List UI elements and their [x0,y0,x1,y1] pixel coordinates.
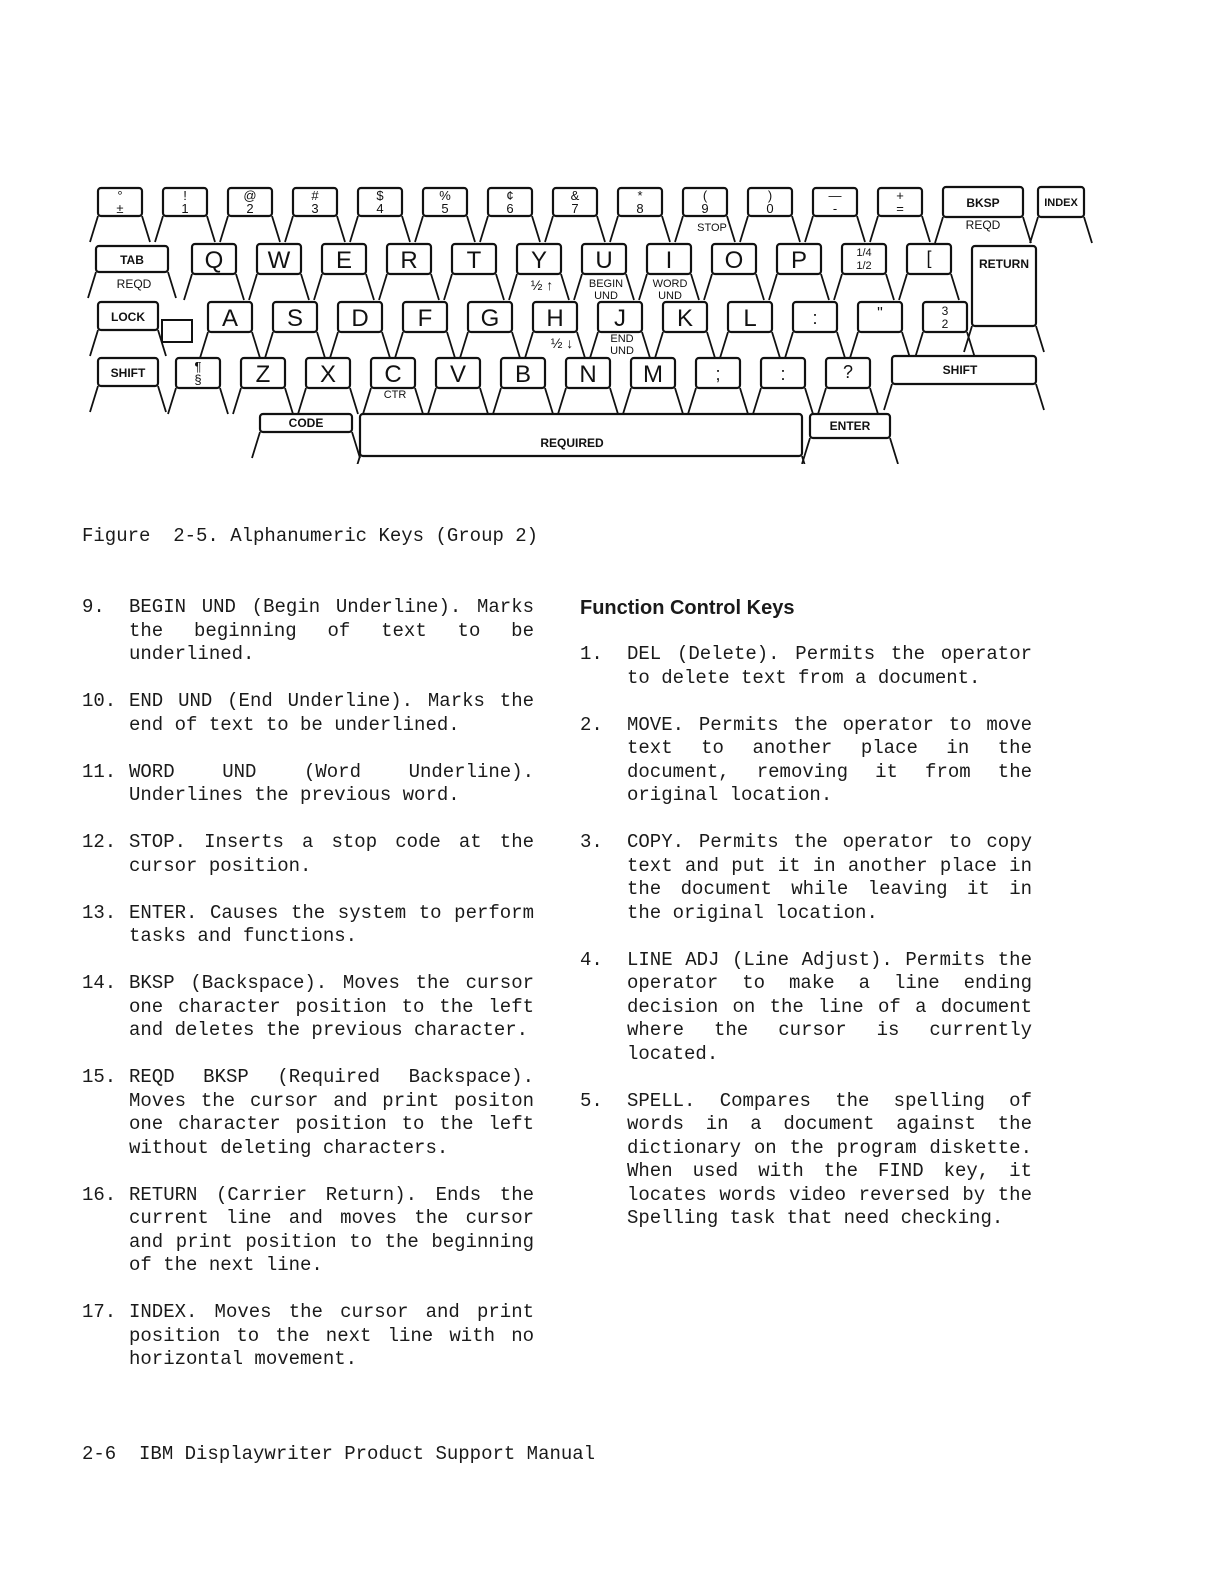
item-text: WORD UND (Word Underline). Underlines the previous word. [129,760,534,806]
key-skirt [785,332,845,358]
key-2[interactable] [155,188,215,242]
key-skirt [850,332,910,358]
key-char: Q [204,247,224,274]
key-bracket[interactable] [899,244,959,300]
key-char: L [743,305,757,332]
key-lock[interactable] [90,302,166,356]
item-number: 12. [82,831,117,853]
key-legend-ctr: CTR [383,389,407,401]
key-lower-char: 2 [941,317,949,331]
key-skirt [155,216,215,242]
item-text: DEL (Delete). Permits the operator to delete text from a document. [627,643,1032,689]
key-f[interactable] [395,302,455,358]
key-char: Z [255,361,271,388]
key-upper-char: ¢ [506,188,514,203]
item-number: 4. [580,948,603,971]
key-4[interactable] [285,188,345,242]
key-b[interactable] [493,358,553,414]
key-skirt [802,438,898,464]
key-upper-char: @ [243,188,257,203]
key-skirt [200,332,260,358]
key-skirt [818,388,878,414]
key-char: B [514,361,532,388]
key-skirt [265,332,325,358]
key-skirt [545,216,605,242]
key-skirt [314,274,374,300]
key-char: O [724,247,744,274]
key-upper-char: * [637,188,643,203]
key-skirt [90,216,150,242]
key-d[interactable] [330,302,390,358]
key-8[interactable] [545,188,605,242]
key-label: REQUIRED [540,436,604,450]
key-label: INDEX [1044,197,1078,209]
key-upper-char: $ [376,188,384,203]
key-t[interactable] [444,244,504,300]
key-label: RETURN [979,257,1029,271]
key-skirt [350,216,410,242]
key-skirt [720,332,780,358]
key-char: N [579,361,597,388]
list-item [580,714,1032,808]
figure-caption: Figure 2-5. Alphanumeric Keys (Group 2) [82,525,539,547]
key-char: U [595,247,613,274]
key-upper-char: ) [767,188,773,203]
key-skirt [655,332,715,358]
key-legend-half-up: ½ ↑ [530,277,554,293]
key-fraction[interactable] [834,244,894,300]
key-g[interactable] [460,302,520,358]
key-char: F [417,305,433,332]
key-skirt [395,332,455,358]
key-upper-char: # [311,188,319,203]
key-9[interactable] [610,188,670,242]
key-skirt [168,388,228,414]
list-item [82,596,534,667]
key-skirt [740,216,800,242]
key-skirt [834,274,894,300]
key-lower-char: § [194,372,202,387]
key-lower-char: ± [116,201,124,216]
list-item [82,761,534,808]
key-lower-char: 4 [376,201,384,216]
key-semicolon[interactable] [688,358,748,414]
key-char: E [335,247,353,274]
key-char: M [643,361,663,388]
key-skirt [884,384,1044,410]
key-char: D [351,305,369,332]
item-text: RETURN (Carrier Return). Ends the current line and moves the cursor and print position to the beginning of the next line. [129,1183,534,1276]
key-upper-char: ° [117,188,123,203]
key-char: ? [842,362,854,382]
key-lower-char: 1 [181,201,189,216]
key-skirt [90,386,166,412]
key-char: : [780,364,786,384]
key-skirt [870,216,930,242]
key-upper-char: ! [183,188,187,203]
key-label: SHIFT [942,363,978,377]
list-item [82,1301,534,1372]
key-legend-und: UND [658,290,682,302]
item-number: 11. [82,760,117,783]
key-char: X [319,361,337,388]
key-skirt [428,388,488,414]
key-return[interactable] [964,246,1044,352]
key-7[interactable] [480,188,540,242]
key-lower-char: 2 [246,201,254,216]
key-label: SHIFT [110,366,146,380]
key-skirt [753,388,813,414]
key-upper-char: ¶ [194,359,202,374]
key-code[interactable] [252,414,360,458]
key-skirt [285,216,345,242]
key-legend-stop: STOP [697,222,727,234]
key-char: H [546,305,564,332]
key-skirt [704,274,764,300]
key-lower-char: 7 [571,201,579,216]
key-skirt [415,216,475,242]
key-e[interactable] [314,244,374,300]
key-upper-char: 1/4 [856,247,872,259]
key-skirt [610,216,670,242]
item-text: REQD BKSP (Required Backspace). Moves the cursor and print positon one character position to the left without deleting characters. [129,1066,534,1159]
key-upper-char: ( [702,188,708,203]
key-legend-begin: BEGIN [588,278,624,290]
key-index[interactable] [1030,187,1092,243]
key-skirt [1030,217,1092,243]
key-char: I [665,247,673,274]
key-lower-char: 5 [441,201,449,216]
key-skirt [964,326,1044,352]
key-char: S [286,305,304,332]
key-label: LOCK [111,310,145,324]
item-number: 5. [580,1089,603,1112]
key-skirt [623,388,683,414]
key-skirt [233,388,293,414]
key-skirt [220,216,280,242]
key-char: [ [926,248,932,268]
item-number: 15. [82,1066,117,1088]
key-char: : [812,308,818,328]
key-13[interactable] [870,188,930,242]
list-item [580,643,1032,690]
item-text: SPELL. Compares the spelling of words in a document against the dictionary on the program diskette. When used with the FIND key, it locates words video reversed by the Spelling task that need checking. [627,1089,1032,1229]
key-label: ENTER [829,419,871,433]
key-quote[interactable] [850,302,910,358]
key-char: G [480,305,500,332]
list-item [82,690,534,737]
key-legend-und: UND [594,290,618,302]
item-number: 14. [82,972,117,994]
key-lower-char: 6 [506,201,514,216]
item-text: ENTER. Causes the system to perform tasks and functions. [129,901,534,947]
list-item [82,831,534,878]
list-item [580,949,1032,1067]
key-lower-char: - [832,201,838,216]
section-heading: Function Control Keys [580,597,795,619]
key-legend-und: UND [610,345,634,357]
list-item [82,1066,534,1160]
key-skirt [379,274,439,300]
key-skirt [444,274,504,300]
key-label: BKSP [966,196,1000,210]
key-skirt [252,432,360,458]
list-item [82,902,534,949]
page-footer: 2-6 IBM Displaywriter Product Support Manual [82,1443,596,1465]
key-skirt [558,388,618,414]
key-skirt [460,332,520,358]
lock-indicator [162,320,192,342]
key-12[interactable] [805,188,865,242]
key-skirt [90,330,166,356]
key-label: TAB [120,253,144,267]
key-char: V [449,361,467,388]
key-legend-word: WORD [652,278,688,290]
key-question[interactable] [818,358,878,414]
key-r[interactable] [379,244,439,300]
key-legend: REQD [965,218,1001,232]
key-char: A [221,305,239,332]
key-skirt [352,456,810,464]
key-skirt [480,216,540,242]
item-number: 13. [82,901,117,924]
item-text: END UND (End Underline). Marks the end of text to be underlined. [129,690,534,736]
key-skirt [769,274,829,300]
key-char: C [384,361,402,388]
key-n[interactable] [558,358,618,414]
key-p[interactable] [769,244,829,300]
key-upper-char: 3 [941,304,949,318]
key-lower-char: 1/2 [856,260,872,272]
key-char: Y [530,247,548,274]
item-number: 1. [580,643,603,665]
item-number: 3. [580,831,603,853]
item-number: 16. [82,1183,117,1206]
list-item [580,831,1032,925]
key-m[interactable] [623,358,683,414]
item-text: BKSP (Backspace). Moves the cursor one character position to the left and deletes the previous character. [129,972,534,1041]
item-number: 17. [82,1301,117,1323]
key-11[interactable] [740,188,800,242]
key-char: K [676,305,694,332]
key-3[interactable] [220,188,280,242]
item-text: BEGIN UND (Begin Underline). Marks the beginning of text to be underlined. [129,596,534,665]
key-skirt [805,216,865,242]
key-lower-char: 8 [636,201,644,216]
key-legend-reqd: REQD [116,277,152,291]
key-char: ; [715,364,721,384]
key-skirt [688,388,748,414]
key-legend-half-down: ½ ↓ [550,335,574,351]
keyboard-diagram [84,182,1100,464]
key-lower-char: 0 [766,201,774,216]
item-number: 9. [82,596,105,618]
key-shift-right[interactable] [884,356,1044,410]
key-1[interactable] [90,188,150,242]
item-number: 2. [580,713,603,736]
key-colon[interactable] [753,358,813,414]
key-skirt [493,388,553,414]
key-l[interactable] [720,302,780,358]
key-x[interactable] [298,358,358,414]
item-text: STOP. Inserts a stop code at the cursor position. [129,831,534,877]
key-z[interactable] [233,358,293,414]
key-upper-char: % [439,188,451,203]
key-char: W [267,247,291,274]
item-text: MOVE. Permits the operator to move text to another place in the document, removing it from the original location. [627,713,1032,806]
key-bksp[interactable] [935,187,1031,243]
item-number: 10. [82,690,117,712]
key-o[interactable] [704,244,764,300]
key-char: R [400,247,418,274]
item-text: INDEX. Moves the cursor and print position to the next line with no horizontal movement. [129,1301,534,1370]
right-column [580,596,1032,1254]
key-skirt [899,274,959,300]
key-skirt [298,388,358,414]
key-k[interactable] [655,302,715,358]
key-pilcrow[interactable] [168,358,228,414]
key-char: " [877,305,883,322]
key-skirt [184,274,244,300]
key-5[interactable] [350,188,410,242]
item-text: COPY. Permits the operator to copy text and put it in another place in the document while leaving it in the original location. [627,831,1032,924]
key-upper-char: & [570,188,580,203]
key-lower-char: = [896,201,904,216]
key-required-space[interactable] [352,414,810,464]
key-legend-end: END [610,333,634,345]
key-upper-char: + [896,188,904,203]
key-a[interactable] [200,302,260,358]
key-c[interactable] [363,358,423,414]
left-column [82,596,534,1395]
key-v[interactable] [428,358,488,414]
key-label: CODE [288,416,324,430]
key-lower-char: 3 [311,201,319,216]
key-skirt [249,274,309,300]
list-item [82,1184,534,1278]
key-upper-char: — [828,188,842,203]
key-lower-char: 9 [701,201,709,216]
key-w[interactable] [249,244,309,300]
key-char: T [466,247,482,274]
key-s[interactable] [265,302,325,358]
key-enter[interactable] [802,414,898,464]
key-colon-semicolon[interactable] [785,302,845,358]
key-6[interactable] [415,188,475,242]
key-q[interactable] [184,244,244,300]
list-item [580,1090,1032,1231]
list-item [82,972,534,1043]
key-char: P [790,247,808,274]
key-skirt [330,332,390,358]
key-char: J [614,305,626,332]
key-three-two[interactable] [915,302,975,358]
key-shift-left[interactable] [90,358,166,412]
item-text: LINE ADJ (Line Adjust). Permits the operator to make a line ending decision on the line of a document where the cursor is currently located. [627,948,1032,1065]
